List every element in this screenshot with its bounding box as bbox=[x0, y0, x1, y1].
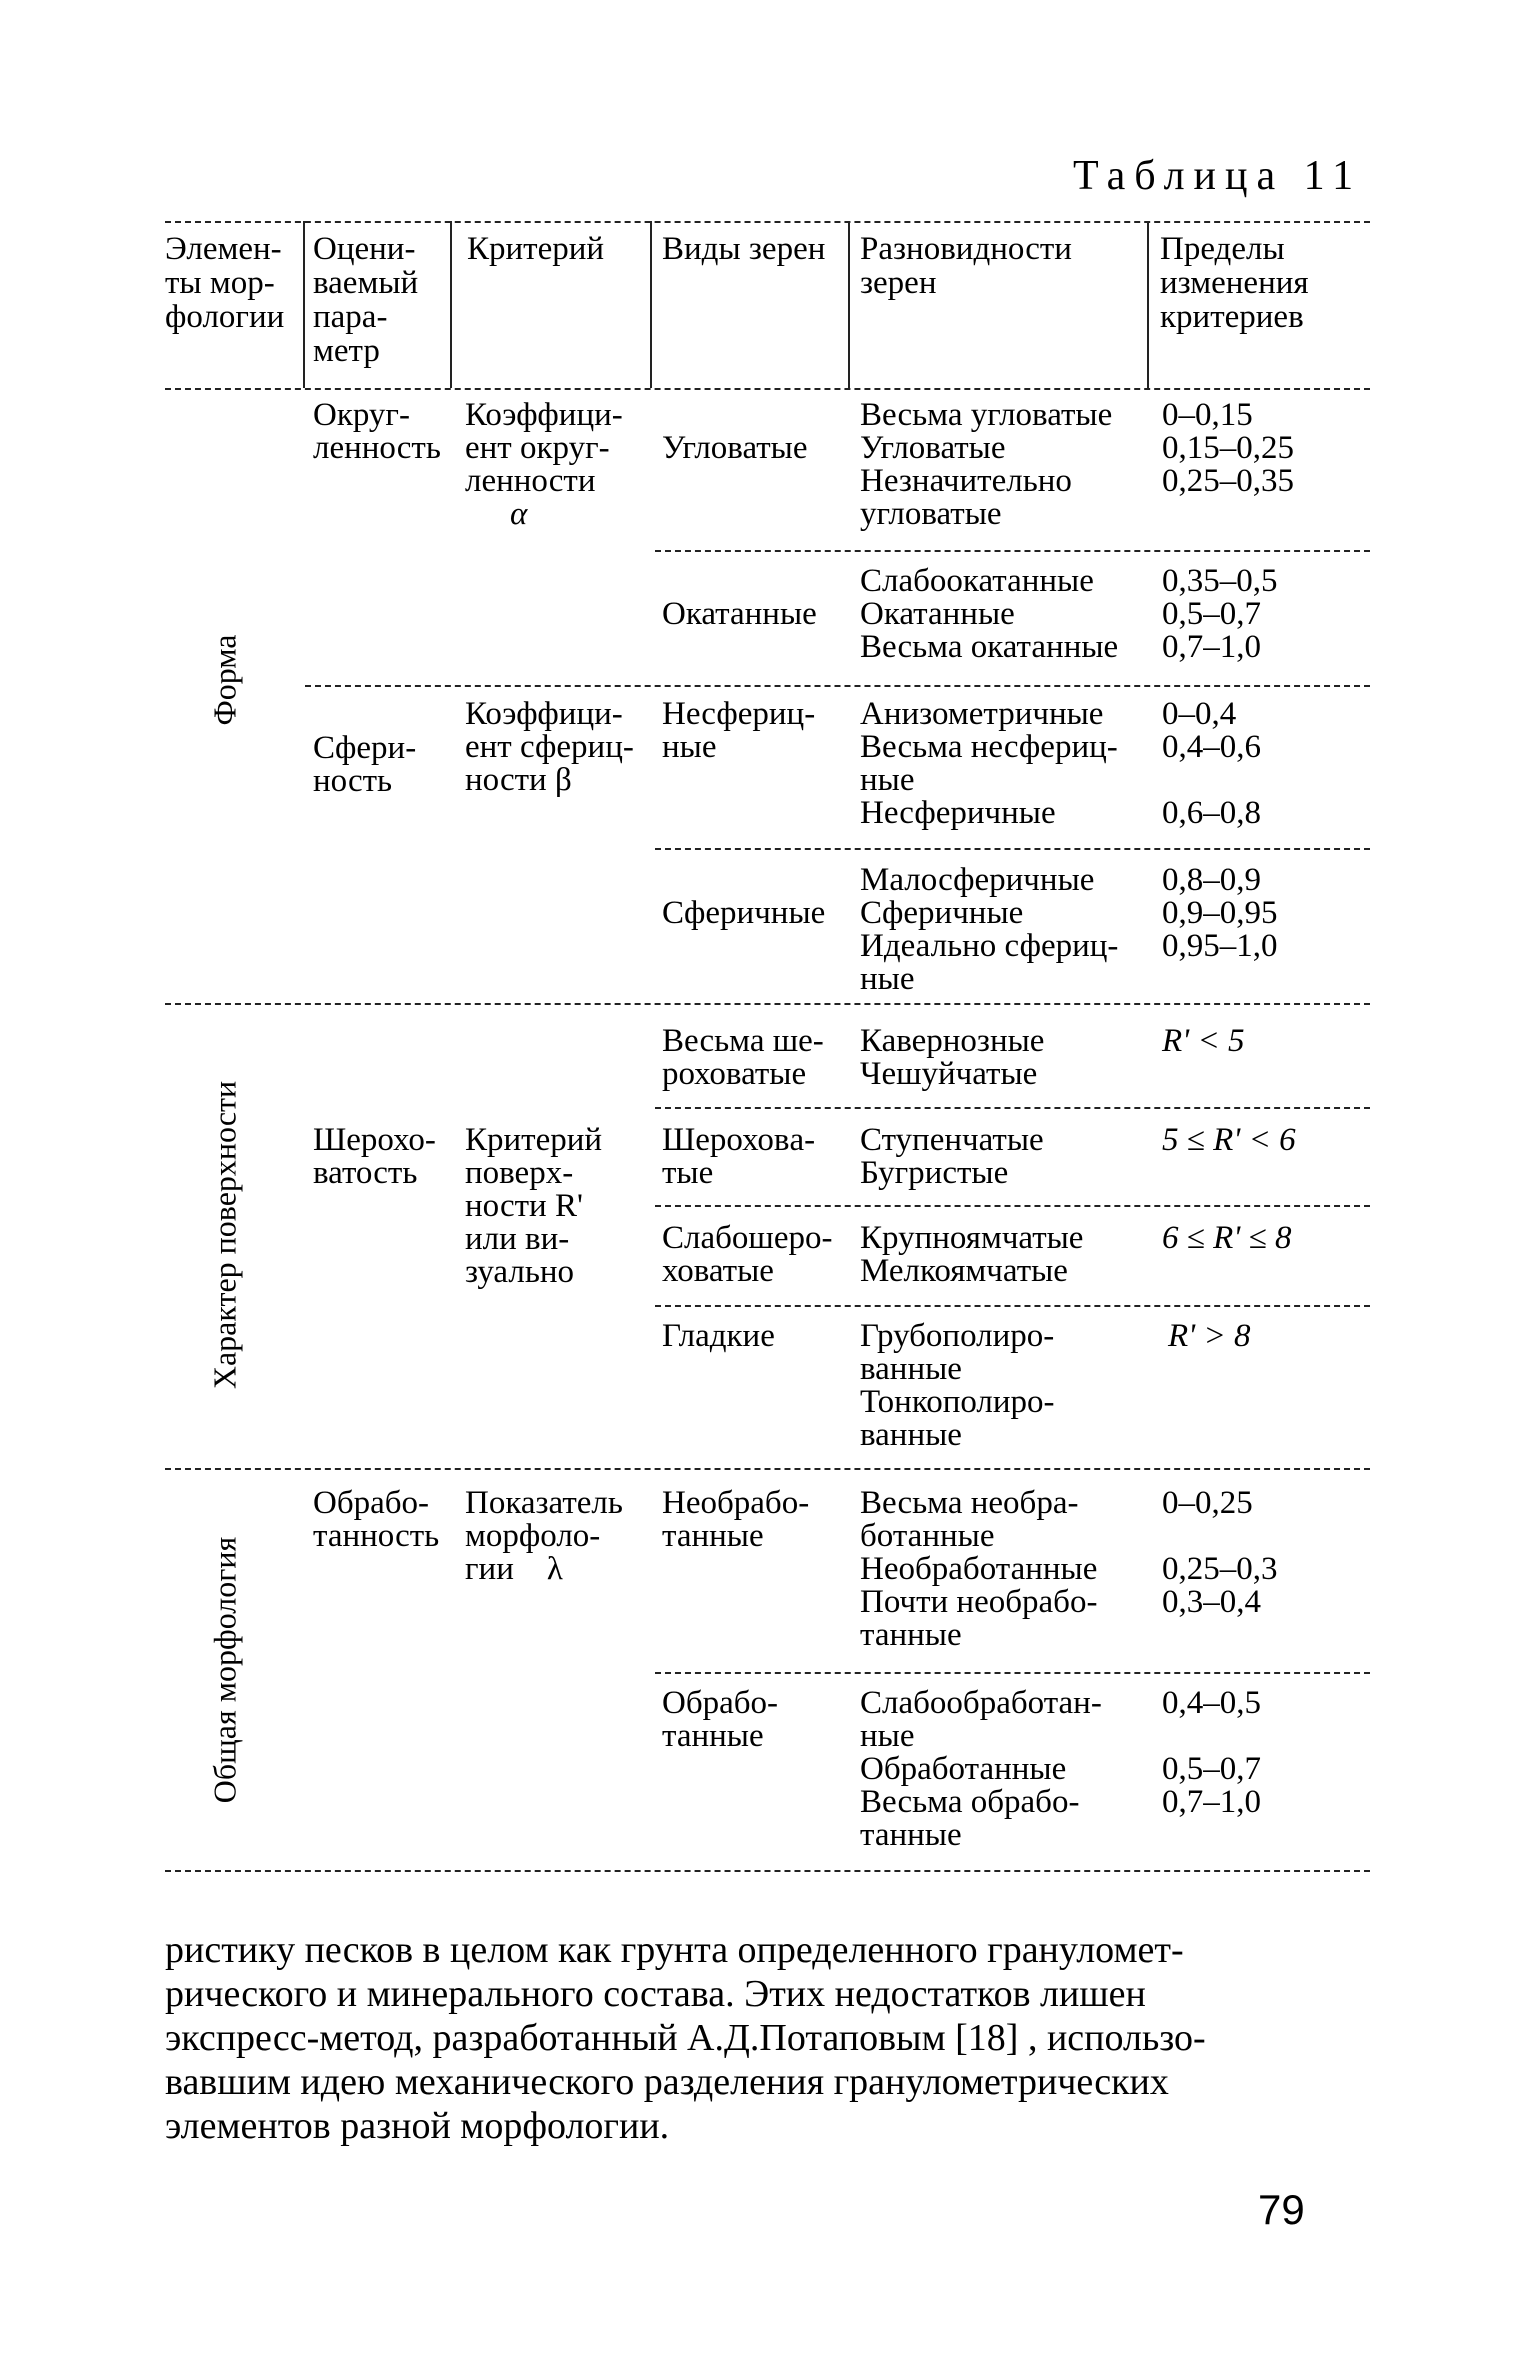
group-label-general: Общая морфология bbox=[206, 1536, 243, 1804]
type-rounded: Окатанные bbox=[662, 596, 817, 632]
paragraph-line: ристику песков в целом как грунта определенного грануломет- bbox=[165, 1929, 1184, 1971]
header-criterion: Критерий bbox=[467, 231, 605, 267]
limit-very-rough: R' < 5 bbox=[1162, 1023, 1245, 1059]
limit-rough: 5 ≤ R' < 6 bbox=[1162, 1122, 1296, 1158]
varieties-very-rough: Кавернозные Чешуйчатые bbox=[860, 1023, 1045, 1092]
varieties-rounded: Слабоокатанные Окатанные Весьма окатанные bbox=[860, 563, 1119, 665]
type-very-rough: Весьма ше- роховатые bbox=[662, 1023, 824, 1092]
rule-unprocessed-processed bbox=[655, 1672, 1370, 1674]
type-unprocessed: Необрабо- танные bbox=[662, 1485, 810, 1554]
header-bottom-rule bbox=[165, 388, 1370, 390]
body-paragraph bbox=[165, 1928, 1370, 2148]
limits-spherical: 0,8–0,9 0,9–0,95 0,95–1,0 bbox=[1162, 862, 1278, 964]
varieties-nonspherical: Анизометричные Весьма несфериц- ные Несферичные bbox=[860, 696, 1118, 831]
header-col-divider-3 bbox=[650, 221, 652, 388]
rule-angular-rounded bbox=[655, 550, 1370, 552]
param-processing: Обрабо- танность bbox=[313, 1485, 440, 1554]
paragraph-line: элементов разной морфологии. bbox=[165, 2105, 670, 2147]
criterion-processing: Показатель морфоло- гии λ bbox=[465, 1485, 623, 1587]
rule-slightly-smooth bbox=[655, 1305, 1370, 1307]
paragraph-line: вавшим идею механического разделения гранулометрических bbox=[165, 2061, 1169, 2103]
param-roughness: Шерохо- ватость bbox=[313, 1122, 436, 1191]
group-label-surface: Характер поверхности bbox=[206, 1080, 243, 1390]
rule-surface-general bbox=[165, 1468, 1370, 1470]
table-bottom-rule bbox=[165, 1870, 1370, 1872]
type-smooth: Гладкие bbox=[662, 1318, 775, 1354]
limit-slightly-rough: 6 ≤ R' ≤ 8 bbox=[1162, 1220, 1292, 1256]
header-col-divider-5 bbox=[1147, 221, 1149, 388]
param-roundness: Округ- ленность bbox=[313, 397, 441, 466]
param-sphericity: Сфери- ность bbox=[313, 730, 417, 799]
rule-veryrough-rough bbox=[655, 1107, 1370, 1109]
header-col-divider-4 bbox=[848, 221, 850, 388]
type-spherical: Сферичные bbox=[662, 895, 826, 931]
header-varieties: Разновидности зерен bbox=[860, 231, 1072, 301]
varieties-spherical: Малосферичные Сферичные Идеально сфериц- ные bbox=[860, 862, 1119, 997]
table-top-rule bbox=[165, 221, 1370, 223]
group-label-form: Форма bbox=[206, 634, 243, 726]
type-slightly-rough: Слабошеро- ховатые bbox=[662, 1220, 833, 1289]
limits-processed: 0,4–0,5 0,5–0,7 0,7–1,0 bbox=[1162, 1685, 1261, 1820]
paragraph-line: экспресс-метод, разработанный А.Д.Потаповым [18] , использо- bbox=[165, 2017, 1206, 2059]
paragraph-line: рического и минерального состава. Этих недостатков лишен bbox=[165, 1973, 1146, 2015]
header-col-divider-2 bbox=[450, 221, 452, 388]
limits-angular: 0–0,15 0,15–0,25 0,25–0,35 bbox=[1162, 397, 1294, 499]
header-param: Оцени- ваемый пара- метр bbox=[313, 231, 419, 369]
criterion-roughness: Критерий поверх- ности R' или ви- зуально bbox=[465, 1122, 603, 1290]
limits-nonspherical: 0–0,4 0,4–0,6 0,6–0,8 bbox=[1162, 696, 1261, 831]
varieties-slightly-rough: Крупноямчатые Мелкоямчатые bbox=[860, 1220, 1084, 1289]
rule-form-surface bbox=[165, 1003, 1370, 1005]
criterion-roundness: Коэффици- ент округ- ленности α bbox=[465, 397, 623, 532]
limits-unprocessed: 0–0,25 0,25–0,3 0,3–0,4 bbox=[1162, 1485, 1278, 1620]
rule-roundness-sphericity bbox=[305, 685, 1370, 687]
varieties-processed: Слабообработан- ные Обработанные Весьма обрабо- танные bbox=[860, 1685, 1102, 1853]
varieties-smooth: Грубополиро- ванные Тонкополиро- ванные bbox=[860, 1318, 1055, 1453]
header-col-divider-1 bbox=[303, 221, 305, 388]
header-grain-types: Виды зерен bbox=[662, 231, 826, 267]
type-nonspherical: Несфериц- ные bbox=[662, 696, 816, 765]
limit-smooth: R' > 8 bbox=[1168, 1318, 1251, 1354]
varieties-rough: Ступенчатые Бугристые bbox=[860, 1122, 1044, 1191]
type-rough: Шероховa- тые bbox=[662, 1122, 816, 1191]
type-angular: Угловатые bbox=[662, 430, 808, 466]
header-limits: Пределы изменения критериев bbox=[1160, 231, 1309, 335]
rule-rough-slightly bbox=[655, 1205, 1370, 1207]
table-title: Таблица 11 bbox=[1073, 153, 1363, 199]
page-number: 79 bbox=[1258, 2186, 1305, 2233]
varieties-angular: Весьма угловатые Угловатые Незначительно угловатые bbox=[860, 397, 1113, 532]
varieties-unprocessed: Весьма необра- ботанные Необработанные Почти необрабо- танные bbox=[860, 1485, 1098, 1653]
limits-rounded: 0,35–0,5 0,5–0,7 0,7–1,0 bbox=[1162, 563, 1278, 665]
rule-nonspherical-spherical bbox=[655, 848, 1370, 850]
criterion-sphericity: Коэффици- ент сфериц- ности β bbox=[465, 696, 634, 798]
header-elements: Элемен- ты мор- фологии bbox=[165, 231, 285, 335]
type-processed: Обрабо- танные bbox=[662, 1685, 779, 1754]
